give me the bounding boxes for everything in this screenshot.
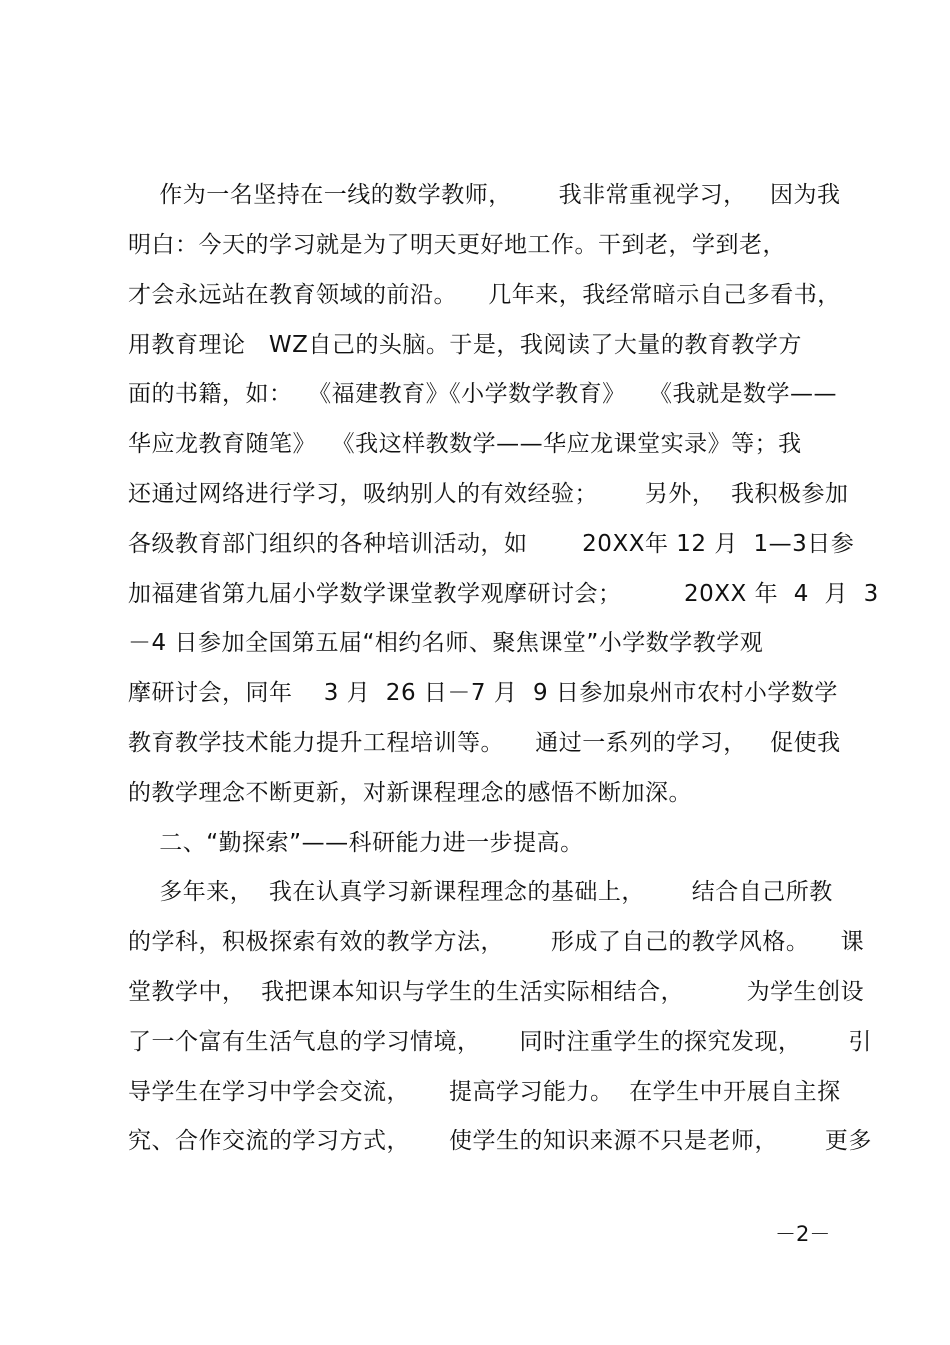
text-line: 的学科，积极探索有效的教学方法， 形成了自己的教学风格。 课: [128, 929, 865, 955]
text-line: 的教学理念不断更新，对新课程理念的感悟不断加深。: [128, 780, 692, 806]
text-line: 堂教学中， 我把课本知识与学生的生活实际相结合， 为学生创设: [128, 979, 865, 1005]
text-line: 教育教学技术能力提升工程培训等。 通过一系列的学习， 促使我: [128, 730, 841, 756]
text-line: 作为一名坚持在一线的数学教师， 我非常重视学习， 因为我: [128, 182, 841, 208]
text-line: 加福建省第九届小学数学课堂教学观摩研讨会； 20XX 年 4 月 3: [128, 581, 879, 607]
text-line: 摩研讨会，同年 3 月 26 日－7 月 9 日参加泉州市农村小学数学: [128, 680, 838, 706]
text-line: 用教育理论 WZ自己的头脑。于是，我阅读了大量的教育教学方: [128, 332, 802, 358]
text-line: 明白：今天的学习就是为了明天更好地工作。干到老，学到老，: [128, 232, 786, 258]
text-line: 各级教育部门组织的各种培训活动，如 20XX年 12 月 1—3日参: [128, 531, 855, 557]
text-line: 还通过网络进行学习，吸纳别人的有效经验； 另外， 我积极参加: [128, 481, 849, 507]
text-line: 导学生在学习中学会交流， 提高学习能力。 在学生中开展自主探: [128, 1079, 841, 1105]
text-line: 才会永远站在教育领域的前沿。 几年来，我经常暗示自己多看书，: [128, 282, 841, 308]
text-line: 面的书籍，如： 《福建教育》《小学数学教育》 《我就是数学——: [128, 381, 838, 407]
text-line: 华应龙教育随笔》 《我这样教数学——华应龙课堂实录》等；我: [128, 431, 802, 457]
text-line: 了一个富有生活气息的学习情境， 同时注重学生的探究发现， 引: [128, 1029, 872, 1055]
page-number: －2－: [775, 1222, 831, 1246]
text-line: 究、合作交流的学习方式， 使学生的知识来源不只是老师， 更多: [128, 1128, 872, 1154]
text-line: 多年来， 我在认真学习新课程理念的基础上， 结合自己所教: [128, 879, 833, 905]
text-line: －4 日参加全国第五届“相约名师、聚焦课堂”小学数学教学观: [128, 630, 764, 656]
section-heading: 二、“勤探索”——科研能力进一步提高。: [128, 830, 584, 856]
